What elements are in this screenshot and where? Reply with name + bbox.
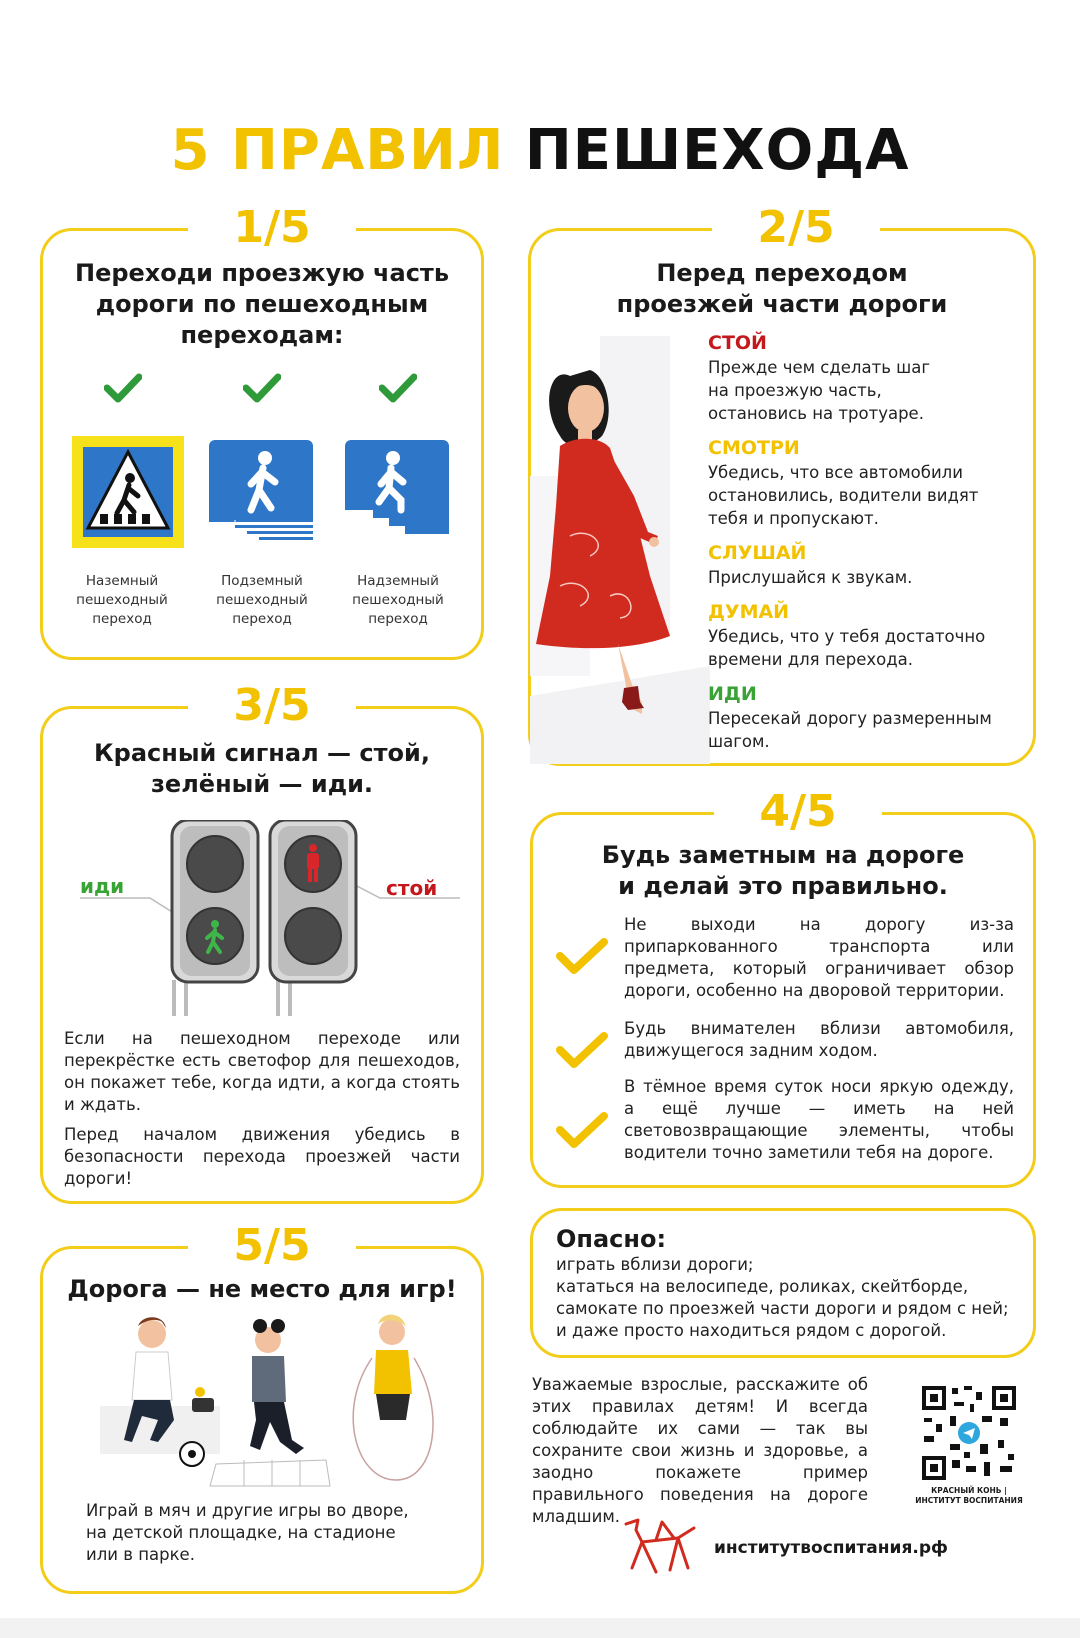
rule5-text: Играй в мяч и другие игры во дворе, на детской площадке, на стадионе или в парке. — [86, 1501, 409, 1564]
step-look-text: Убедись, что все автомобили остановились, водители видят тебя и пропускают. — [708, 463, 979, 528]
check-icon — [556, 936, 608, 976]
rule3-number: 3/5 — [188, 682, 356, 730]
children-playing-illustration — [96, 1310, 440, 1490]
step-think-text: Убедись, что у тебя достаточно времени для перехода. — [708, 627, 986, 669]
rule4-item3: В тёмное время суток носи яркую одежду, а ещё лучше — иметь на ней световозвращающие элементы, чтобы водители точно заметили тебя на дороге. — [624, 1077, 1014, 1162]
danger-list: играть вблизи дороги; кататься на велосипеде, роликах, скейтборде, самокате по проезжей части дороги и рядом с ней; и даже просто находиться рядом с дорогой. — [556, 1255, 1009, 1340]
red-horse-logo-icon — [622, 1518, 698, 1576]
traffic-lights-illustration — [80, 820, 460, 1016]
sign-caption-underground: Подземный пешеходный переход — [216, 573, 308, 627]
step-go-label: ИДИ — [708, 683, 757, 705]
rule5-number: 5/5 — [188, 1222, 356, 1270]
rule4-heading: Будь заметным на дороге и делай это правильно. — [601, 841, 965, 900]
rule2-steps — [708, 330, 1020, 753]
qr-code-icon — [920, 1384, 1018, 1482]
sign-caption-ground: Наземный пешеходный переход — [76, 573, 168, 627]
rule4-item1: Не выходи на дорогу из-за припаркованного транспорта или предмета, который ограничивает обзор дороги, особенно на дворовой территории. — [624, 915, 1014, 1000]
check-icon — [556, 1110, 608, 1150]
title-part2: ПЕШЕХОДА — [524, 118, 910, 183]
rule5-heading: Дорога — не место для игр! — [67, 1275, 457, 1303]
step-look-label: СМОТРИ — [708, 437, 800, 459]
qr-caption: КРАСНЫЙ КОНЬ | ИНСТИТУТ ВОСПИТАНИЯ — [915, 1486, 1023, 1505]
adults-note: Уважаемые взрослые, расскажите об этих правилах детям! И всегда соблюдайте их сами — так вы сохраните свои жизнь и здоровье, а заодно покажете пример правильного поведения на дороге младшим. — [532, 1375, 868, 1526]
step-listen-text: Прислушайся к звукам. — [708, 568, 913, 587]
underground-crossing-sign-icon — [209, 440, 313, 546]
pedestrian-crossing-sign-icon — [72, 436, 184, 548]
walking-woman-illustration — [530, 336, 710, 764]
page-title — [0, 118, 1080, 183]
step-go-text: Пересекай дорогу размеренным шагом. — [708, 709, 992, 751]
rule2-number: 2/5 — [712, 204, 880, 252]
check-icon — [104, 373, 142, 403]
check-icon — [379, 373, 417, 403]
rule3-paragraph1: Если на пешеходном переходе или перекрёстке есть светофор для пешеходов, он покажет тебе, когда идти, а когда стоять и ждать. — [64, 1029, 460, 1114]
step-think-label: ДУМАЙ — [708, 601, 790, 623]
go-signal-label: иди — [80, 874, 125, 898]
sign-caption-overhead: Надземный пешеходный переход — [352, 573, 444, 627]
bottom-bar — [0, 1618, 1080, 1638]
rule4-item2: Будь внимателен вблизи автомобиля, движущегося задним ходом. — [624, 1019, 1014, 1060]
title-part1: 5 ПРАВИЛ — [170, 118, 505, 183]
rule2-heading: Перед переходом проезжей части дороги — [616, 259, 948, 318]
check-icon — [243, 373, 281, 403]
step-stop-text: Прежде чем сделать шаг на проезжую часть, остановись на тротуаре. — [708, 358, 931, 423]
step-listen-label: СЛУШАЙ — [708, 542, 807, 564]
rule3-paragraph2: Перед началом движения убедись в безопасности перехода проезжей части дороги! — [64, 1125, 460, 1188]
footer-site-link[interactable]: институтвоспитания.рф — [714, 1538, 948, 1558]
stop-signal-label: стой — [386, 876, 438, 900]
rule1-heading: Переходи проезжую часть дороги по пешеходным переходам: — [74, 259, 449, 349]
step-stop-label: СТОЙ — [708, 332, 767, 354]
overhead-crossing-sign-icon — [345, 440, 449, 546]
rule1-number: 1/5 — [188, 204, 356, 252]
check-icon — [556, 1030, 608, 1070]
rule4-number: 4/5 — [714, 788, 882, 836]
danger-heading: Опасно: — [556, 1225, 667, 1253]
rule3-heading: Красный сигнал — стой, зелёный — иди. — [94, 739, 430, 798]
